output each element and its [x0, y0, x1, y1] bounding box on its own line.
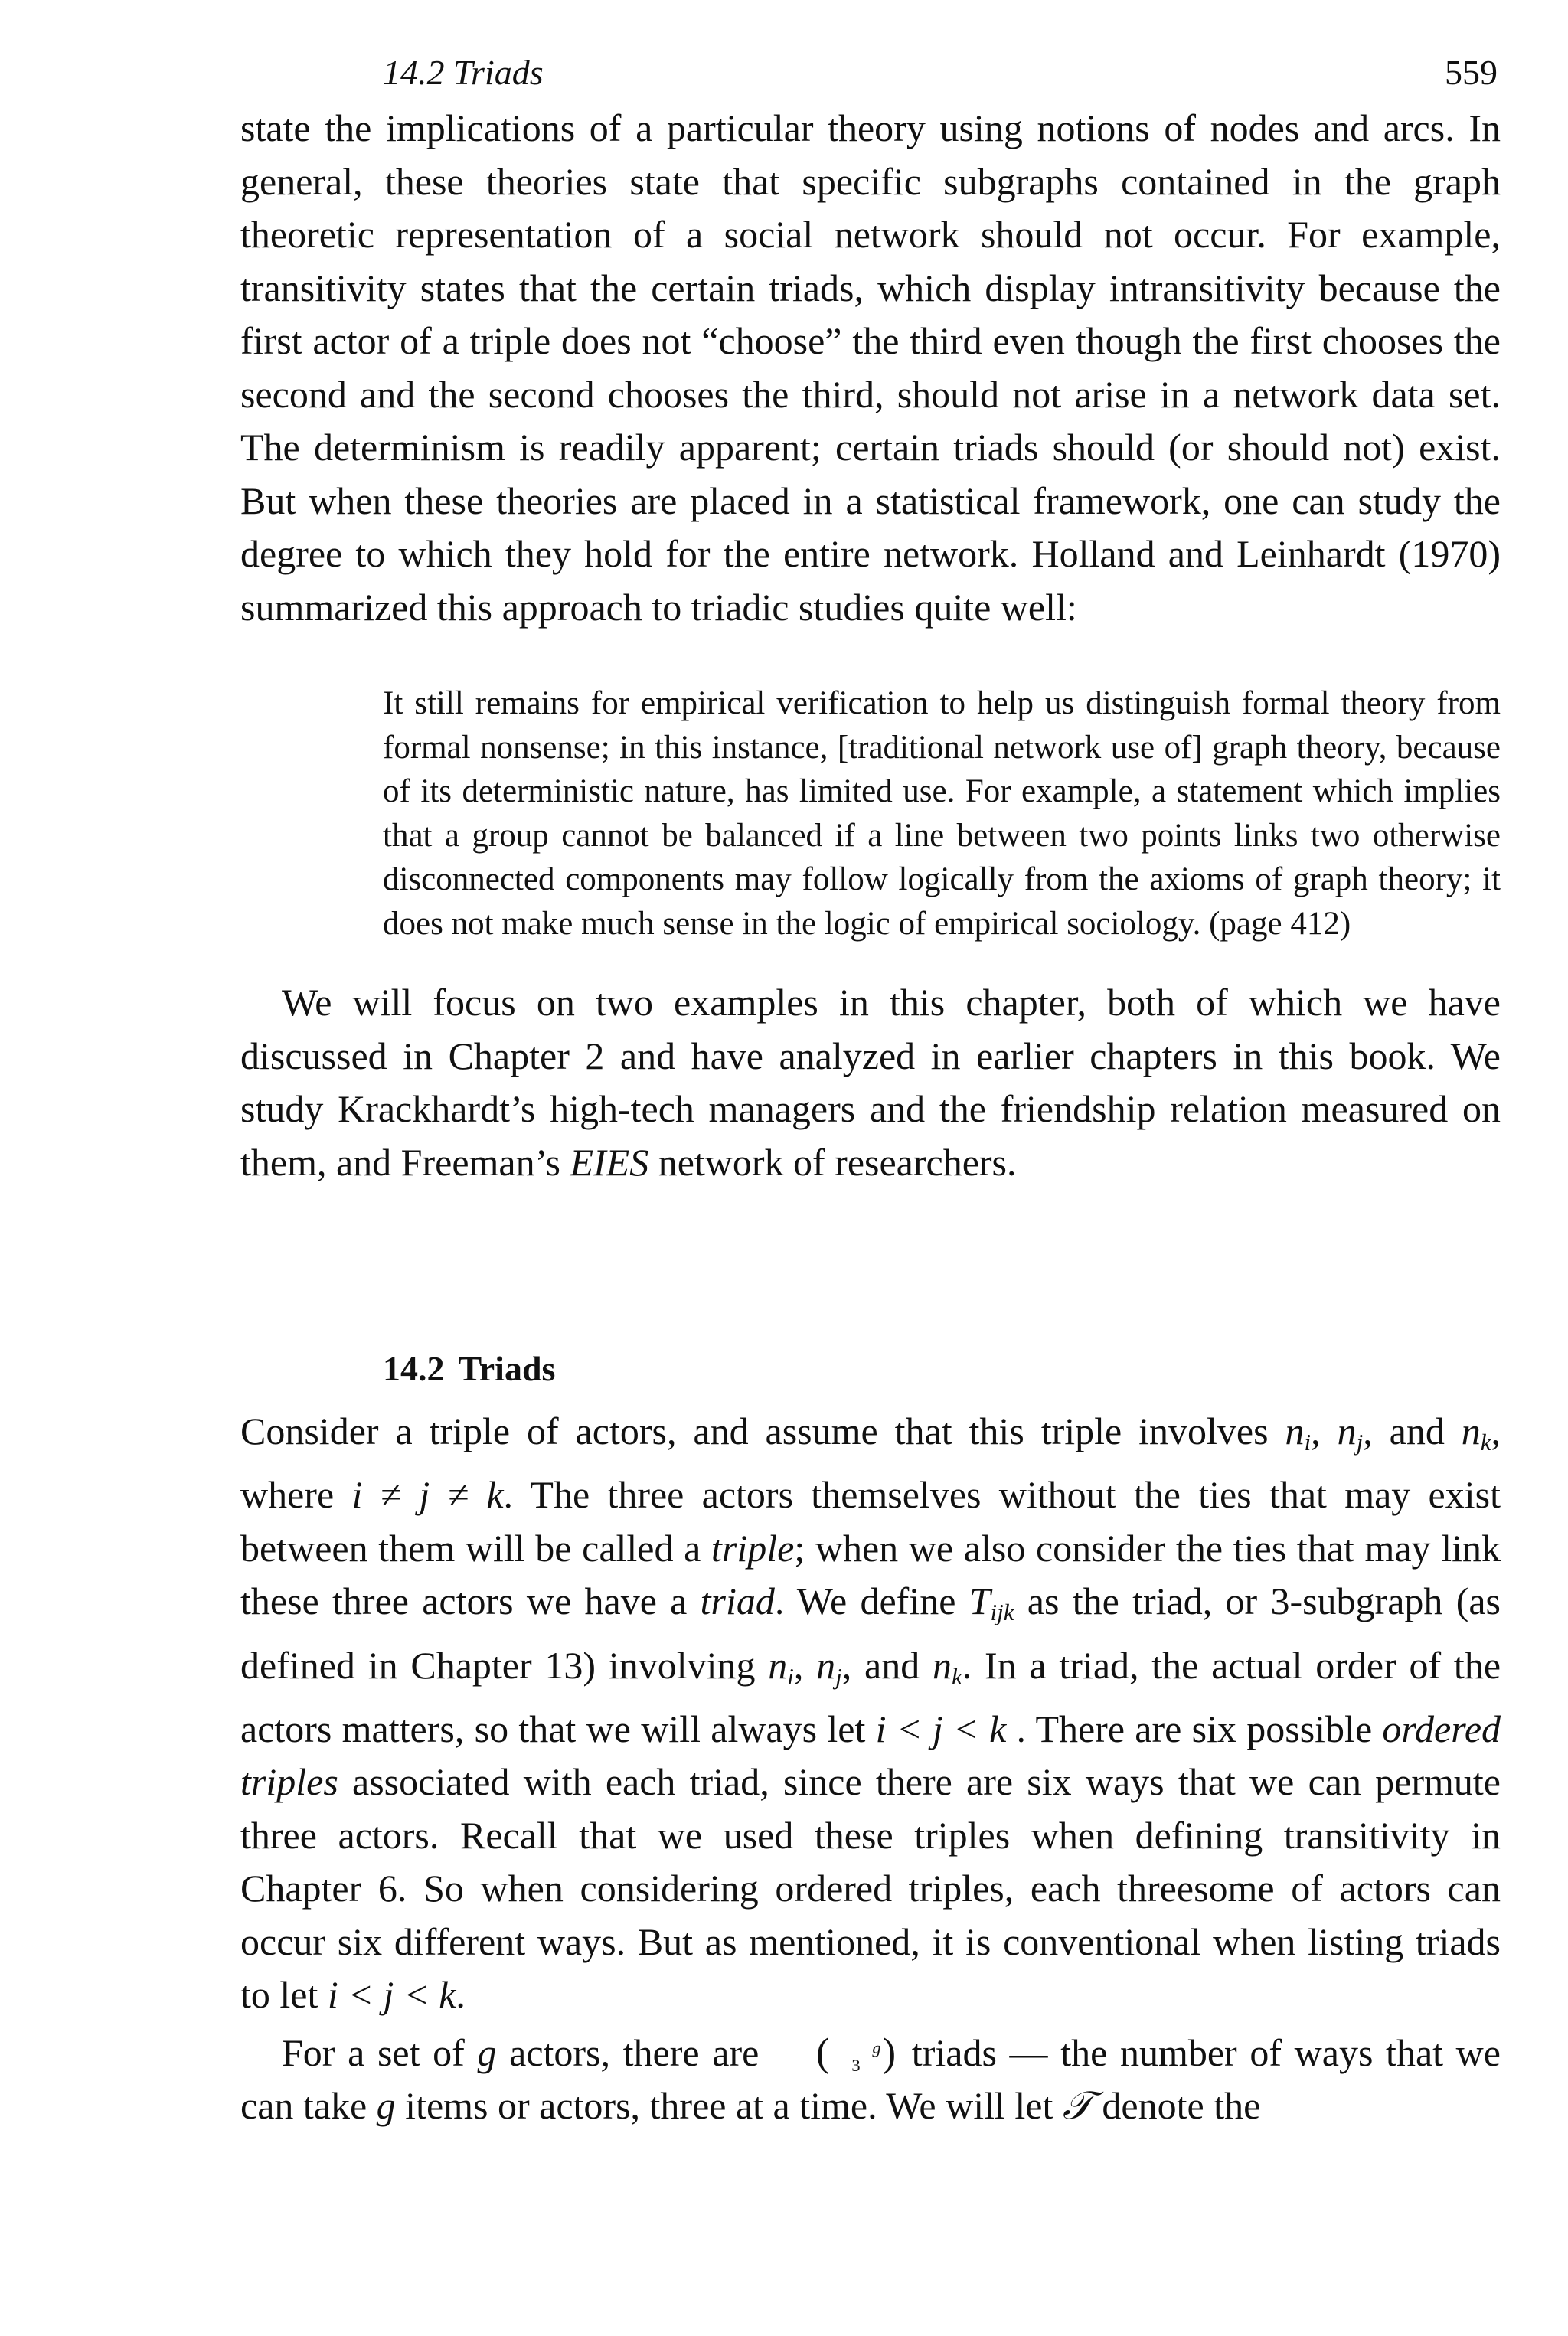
math-n-k: $n_k$ [1461, 1410, 1491, 1456]
math-g: g [477, 2031, 497, 2074]
page-number: 559 [1445, 53, 1498, 92]
book-page [240, 46, 1501, 2133]
section-number: 14.2 [383, 1349, 445, 1388]
running-head-title: 14.2 Triads [383, 53, 544, 92]
text-run: items or actors, three at a time. We will let [395, 2084, 1063, 2128]
running-head [240, 46, 1501, 100]
math-n-j: $n_j$ [816, 1643, 842, 1690]
math-t-ijk: $T_{ijk}$ [969, 1580, 1014, 1625]
binomial-g-choose-3: ( g 3 ) [815, 2030, 897, 2076]
text-run: triads — the number of ways that we can take [240, 2031, 1501, 2128]
paragraph-intro: state the implications of a particular theory using notions of nodes and arcs. In general, these theories state that specific subgraphs contained in the graph theoretic representation of a social network should not occur. For example, transitivity states that the certain triads, which display intransitivity because the first actor of a triple does not “choose” the third even though the first chooses the second and the second chooses the third, should not arise in a network data set. The determinism is readily apparent; certain triads should (or should not) exist. But when these theories are placed in a statistical framework, one can study the degree to which they hold for the entire network. Holland and Leinhardt (1970) summarized this approach to triadic studies quite well: [240, 106, 1501, 629]
math-i-lt-j-lt-k: i < j < k [327, 1973, 456, 2017]
text-run: denote the [1092, 2084, 1261, 2128]
math-g: g [376, 2084, 396, 2128]
text-run: , and [841, 1643, 933, 1687]
text-run: as the triad, or 3-subgraph (as defined in Chapter 13) involving [240, 1580, 1501, 1687]
text-run: For a set of [282, 2031, 478, 2074]
paragraph-examples [240, 976, 1501, 1189]
section-heading [383, 1344, 1501, 1394]
text-run: . The three actors themselves without the ties that may exist between them will be called a [240, 1473, 1501, 1570]
paragraph-examples-text: We will focus on two examples in this chapter, both of which we have discussed in Chapter 2 and have analyzed in earlier chapters in this book. We study Krackhardt’s high-tech managers and the friendship relation measured on them, and Freeman’s [240, 981, 1501, 1184]
term-ordered-triples: ordered triples [240, 1707, 1501, 1804]
text-run: ; when we also consider the ties that may link these three actors we have a [240, 1526, 1501, 1623]
text-run: , where [240, 1410, 1501, 1517]
math-n-k: $n_k$ [933, 1643, 962, 1690]
math-n-i: $n_i$ [1285, 1410, 1312, 1456]
text-run: . We define [774, 1580, 969, 1623]
text-run: Consider a triple of actors, and assume that this triple involves [240, 1410, 1285, 1452]
math-i-neq-j-neq-k: i ≠ j ≠ k [351, 1473, 504, 1517]
text-run: , [1311, 1410, 1321, 1452]
text-run: actors, there are [496, 2031, 772, 2074]
text-run: , [793, 1643, 804, 1687]
math-i-lt-j-lt-k: i < j < k [875, 1707, 1007, 1750]
term-triple: triple [711, 1526, 795, 1570]
paragraph-triads-definition [240, 1405, 1501, 2022]
block-quote: It still remains for empirical verification to help us distinguish formal theory from formal nonsense; in this instance, [traditional network use of] graph theory, because of its deterministic nature, has limited use. For example, a statement which implies that a group cannot be balanced if a line between two points links two otherwise disconnected components may follow logically from the axioms of graph theory; it does not make much sense in the logic of empirical sociology. (page 412) [383, 685, 1501, 942]
section-title: Triads [458, 1349, 556, 1388]
math-n-i: $n_i$ [768, 1643, 794, 1690]
paragraph-triad-count [240, 2027, 1501, 2133]
paragraph-examples-end: network of researchers. [648, 1140, 1017, 1184]
text-run: , [1363, 1410, 1373, 1452]
text-run: associated with each triad, since there are six ways that we can permute three actors. Recall that we used these triples when defining transitivity in Chapter 6. So when considering ordered triples, each threesome of actors can occur six different ways. But as mentioned, it is conventional when listing triads to let [240, 1760, 1501, 2017]
math-n-j: $n_j$ [1337, 1410, 1364, 1456]
script-t-symbol: 𝒯 [1062, 2083, 1093, 2129]
text-run: . There are six possible [1006, 1707, 1383, 1750]
term-triad: triad [700, 1580, 775, 1623]
text-run: . [456, 1973, 466, 2017]
text-run: . In a triad, the actual order of the actors matters, so that we will always let [240, 1643, 1501, 1750]
eies-network-name: EIES [570, 1140, 649, 1184]
text-run: and [1372, 1410, 1462, 1452]
